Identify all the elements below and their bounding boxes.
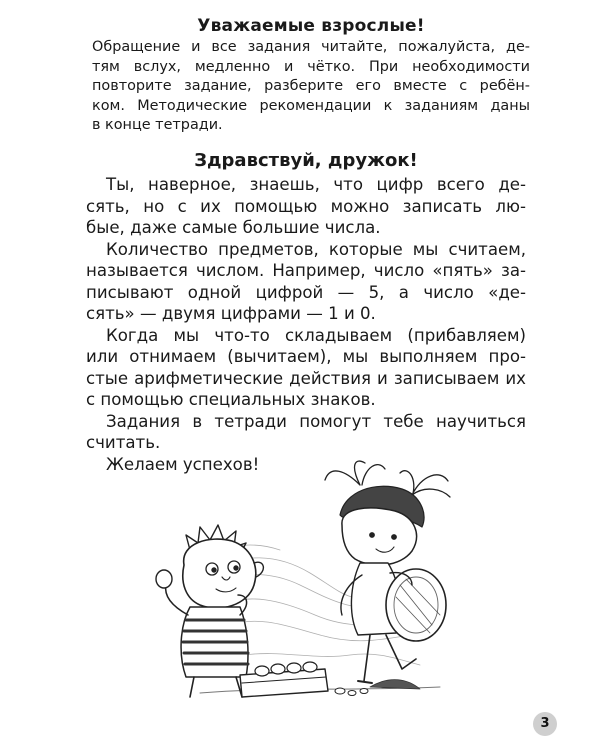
adults-section: [92, 16, 530, 136]
shadow-patch: [370, 680, 420, 689]
adults-line: повторите задание, разберите его вместе с ребён-: [92, 78, 530, 94]
children-pencil-illustration: [150, 455, 470, 705]
adults-line: ком. Методические рекомендации к заданиям даны: [92, 97, 530, 114]
boy-figure: [156, 525, 263, 697]
kids-paragraph-4: [86, 411, 526, 454]
kids-line: бые, даже самые большие числа.: [86, 218, 381, 237]
kids-line: писывают одной цифрой — 5, а число «де-: [86, 282, 526, 302]
adults-line: в конце тетради.: [92, 117, 223, 133]
kids-line: с помощью специальных знаков.: [86, 390, 376, 409]
kids-line: Ты, наверное, знаешь, что цифр всего де-: [106, 175, 526, 194]
kids-line: стые арифметические действия и записываем их: [86, 368, 526, 388]
girl-figure: [325, 461, 450, 683]
kids-paragraph-3: [86, 325, 526, 411]
kids-heading: Здравствуй, дружок!: [194, 150, 418, 171]
kids-paragraph-1: [86, 174, 526, 239]
kids-section: [86, 150, 526, 475]
kids-line: Задания в тетради помогут тебе научиться: [106, 411, 526, 431]
page-number-badge: 3: [533, 712, 557, 736]
kids-line: Желаем успехов!: [106, 454, 260, 474]
adults-heading: Уважаемые взрослые!: [197, 16, 425, 36]
kids-paragraph-2: [86, 239, 526, 325]
kids-line: считать.: [86, 433, 161, 452]
ball-icon: [156, 570, 172, 588]
kids-line: сять» — двумя цифрами — 1 и 0.: [86, 304, 376, 323]
kids-line: сять, но с их помощью можно записать лю-: [86, 196, 526, 216]
kids-line: Количество предметов, которые мы считаем,: [106, 239, 526, 259]
adults-paragraph: [92, 38, 530, 136]
kids-line: Когда мы что-то складываем (прибавляем): [106, 325, 526, 345]
adults-line: тям вслух, медленно и чётко. При необходимости: [92, 58, 530, 75]
kids-line: называется числом. Например, число «пять» за-: [86, 261, 526, 280]
egg-tray: [240, 662, 328, 697]
kids-line: или отнимаем (вычитаем), мы выполняем про-: [86, 347, 526, 366]
adults-line: Обращение и все задания читайте, пожалуйста, де-: [92, 39, 530, 55]
